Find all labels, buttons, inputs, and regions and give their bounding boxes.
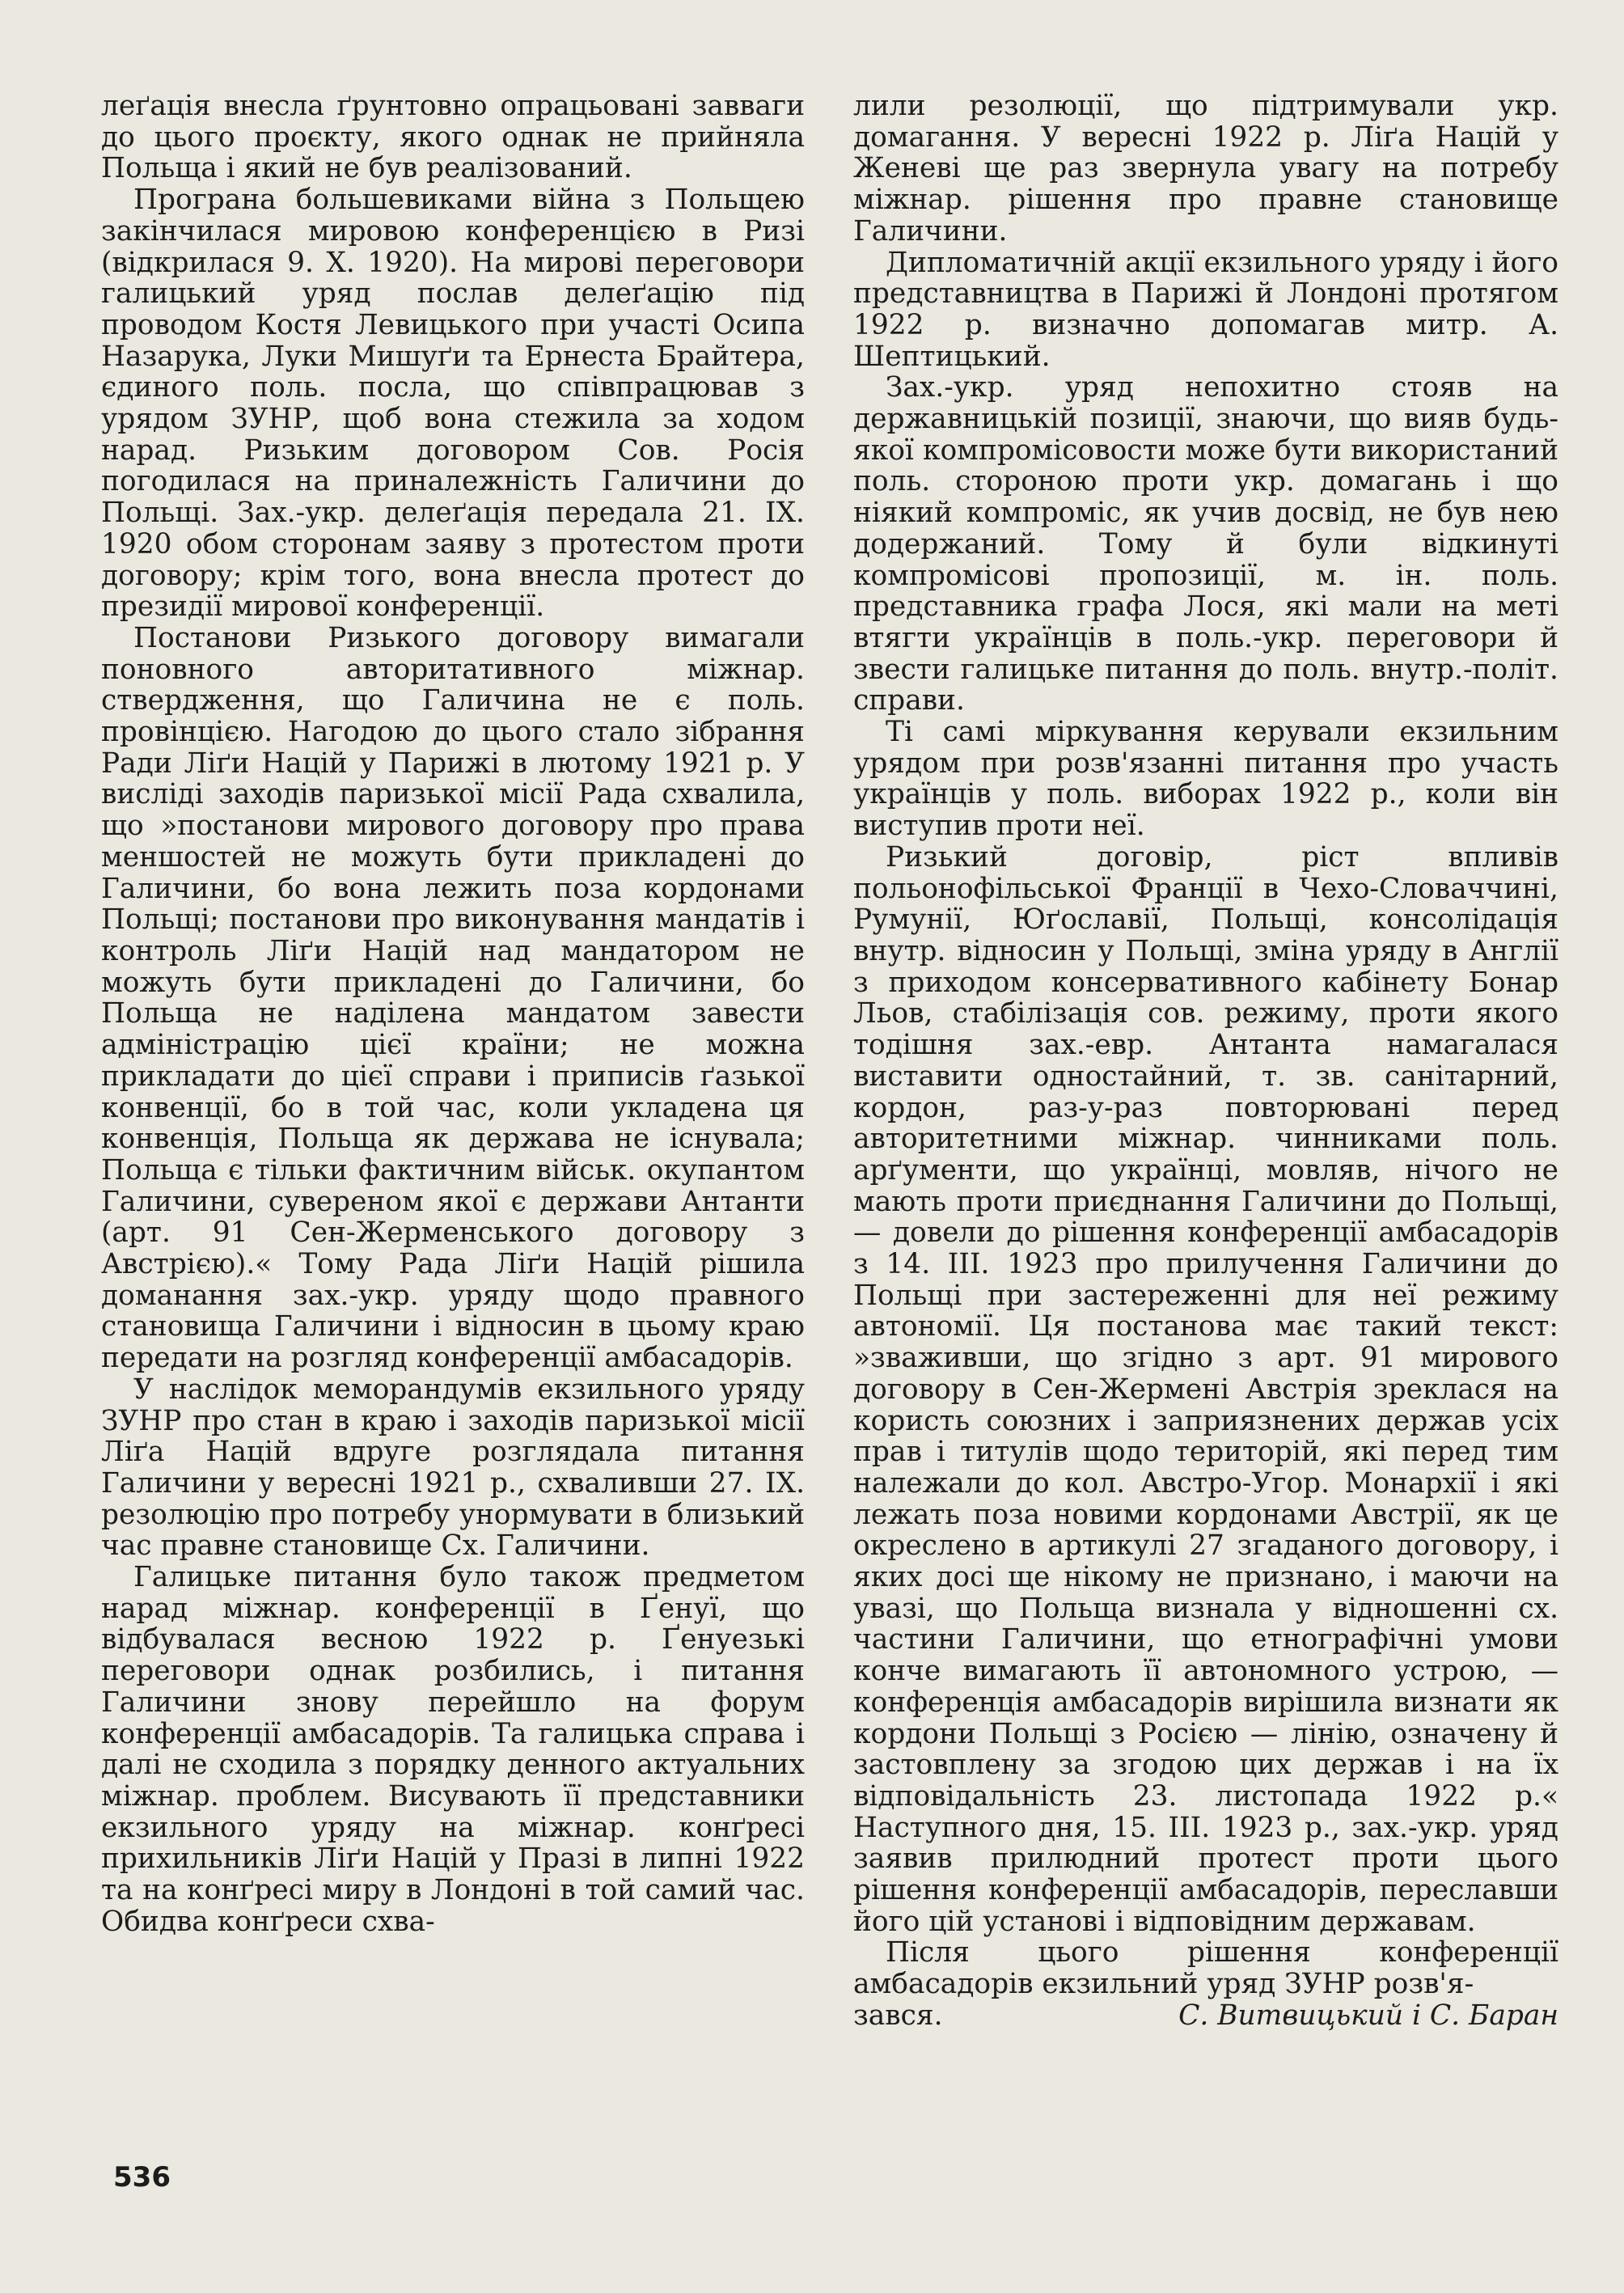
paragraph: Програна большевиками війна з Польщею закінчилася мировою конференцією в Ризі (відкрилася 9. X. 1920). На мирові переговори галицький уряд послав делеґацію під проводом Костя Левицького при участі Осипа Назарука, Луки Мишуґи та Ернеста Брайтера, єдиного поль. посла, що співпрацював з урядом ЗУНР, щоб вона стежила за ходом нарад. Ризьким договором Сов. Росія погодилася на приналежність Галичини до Польщі. Зах.-укр. делеґація передала 21. IX. 1920 обом сторонам заяву з протестом проти договору; крім того, вона внесла протест до президії мирової конференції.: [101, 184, 805, 624]
closing-word: зався.: [853, 1999, 943, 2032]
paragraph: леґація внесла ґрунтовно опрацьовані завваги до цього проєкту, якого однак не прийняла Польща і який не був реалізований.: [101, 90, 805, 185]
paragraph: лили резолюції, що підтримували укр. домагання. У вересні 1922 р. Ліґа Націй у Женеві ще раз звернула увагу на потребу міжнар. рішення про правне становище Галичини.: [853, 90, 1558, 247]
paragraph: Дипломатичній акції екзильного уряду і його представництва в Парижі й Лондоні протягом 1922 р. визначно допомагав митр. А. Шептицький.: [853, 246, 1558, 373]
paragraph: Зах.-укр. уряд непохитно стояв на державницькій позиції, знаючи, що вияв будь-якої компромісовости може бути використаний поль. стороною проти укр. домагань і що ніякий компроміс, як учив досвід, не був нею додержаний. Тому й були відкинуті компромісові пропозиції, м. ін. поль. представника графа Лося, які мали на меті втягти українців в поль.-укр. переговори й звести галицьке питання до поль. внутр.-політ. справи.: [853, 371, 1558, 717]
page-number: 536: [113, 2161, 171, 2194]
signature-line: [853, 2000, 1558, 2032]
paragraph: Ризький договір, ріст впливів польонофільської Франції в Чехо-Словаччині, Румунії, Юґославії, Польщі, консолідація внутр. відносин у Польщі, зміна уряду в Англії з приходом консервативного кабінету Бонар Льов, стабілізація сов. режиму, проти якого тодішня зах.-евр. Антанта намагалася виставити одностайний, т. зв. санітарний, кордон, раз-у-раз повторювані перед авторитетними міжнар. чинниками поль. арґументи, що українці, мовляв, нічого не мають проти приєднання Галичини до Польщі, — довели до рішення конференції амбасадорів з 14. III. 1923 про прилучення Галичини до Польщі при застереженні для неї режиму автономії. Ця постанова має такий текст: »зваживши, що згідно з арт. 91 мирового договору в Сен-Жермені Австрія зреклася на користь союзних і заприязнених держав усіх прав і титулів щодо територій, які перед тим належали до кол. Австро-Угор. Монархії і які лежать поза новими кордонами Австрії, як це окреслено в артикулі 27 згаданого договору, і яких досі ще нікому не признано, і маючи на увазі, що Польща визнала у відношенні сх. частини Галичини, що етнографічні умови конче вимагають її автономного устрою, — конференція амбасадорів вирішила визнати як кордони Польщі з Росією — лінію, означену й застовплену за згодою цих держав і на їх відповідальність 23. листопада 1922 р.« Наступного дня, 15. III. 1923 р., зах.-укр. уряд заявив прилюдний протест проти цього рішення конференції амбасадорів, переславши його цій установі і відповідним державам.: [853, 840, 1558, 1938]
right-column: [853, 91, 1558, 2032]
paragraph: Ті самі міркування керували екзильним урядом при розв'язанні питання про участь українців у поль. виборах 1922 р., коли він виступив проти неї.: [853, 716, 1558, 843]
left-column: [101, 91, 805, 1937]
authors: С. Витвицький і С. Баран: [1178, 1999, 1558, 2032]
paragraph: Після цього рішення конференції амбасадорів екзильний уряд ЗУНР розв'я-: [853, 1936, 1558, 2001]
paragraph: У наслідок меморандумів екзильного уряду ЗУНР про стан в краю і заходів паризької місії Ліґа Націй вдруге розглядала питання Галичини у вересні 1921 р., схваливши 27. IX. резолюцію про потребу унормувати в близький час правне становище Сх. Галичини.: [101, 1373, 805, 1563]
paragraph: Галицьке питання було також предметом нарад міжнар. конференції в Ґенуї, що відбувалася весною 1922 р. Ґенуезькі переговори однак розбились, і питання Галичини знову перейшло на форум конференції амбасадорів. Та галицька справа і далі не сходила з порядку денного актуальних міжнар. проблем. Висувають її представники екзильного уряду на міжнар. конґресі прихильників Ліґи Націй у Празі в липні 1922 та на конґресі миру в Лондоні в той самий час. Обидва конґреси схва-: [101, 1561, 805, 1938]
paragraph: Постанови Ризького договору вимагали поновного авторитативного міжнар. ствердження, що Галичина не є поль. провінцією. Нагодою до цього стало зібрання Ради Ліґи Націй у Парижі в лютому 1921 р. У висліді заходів паризької місії Рада схвалила, що »постанови мирового договору про права меншостей не можуть бути прикладені до Галичини, бо вона лежить поза кордонами Польщі; постанови про виконування мандатів і контроль Ліґи Націй над мандатором не можуть бути прикладені до Галичини, бо Польща не наділена мандатом завести адміністрацію цієї країни; не можна прикладати до цієї справи і приписів ґазької конвенції, бо в той час, коли укладена ця конвенція, Польща як держава не існувала; Польща є тільки фактичним військ. окупантом Галичини, сувереном якої є держави Антанти (арт. 91 Сен-Жерменського договору з Австрією).« Тому Рада Ліґи Націй рішила доманання зах.-укр. уряду щодо правного становища Галичини і відносин в цьому краю передати на розгляд конференції амбасадорів.: [101, 621, 805, 1375]
